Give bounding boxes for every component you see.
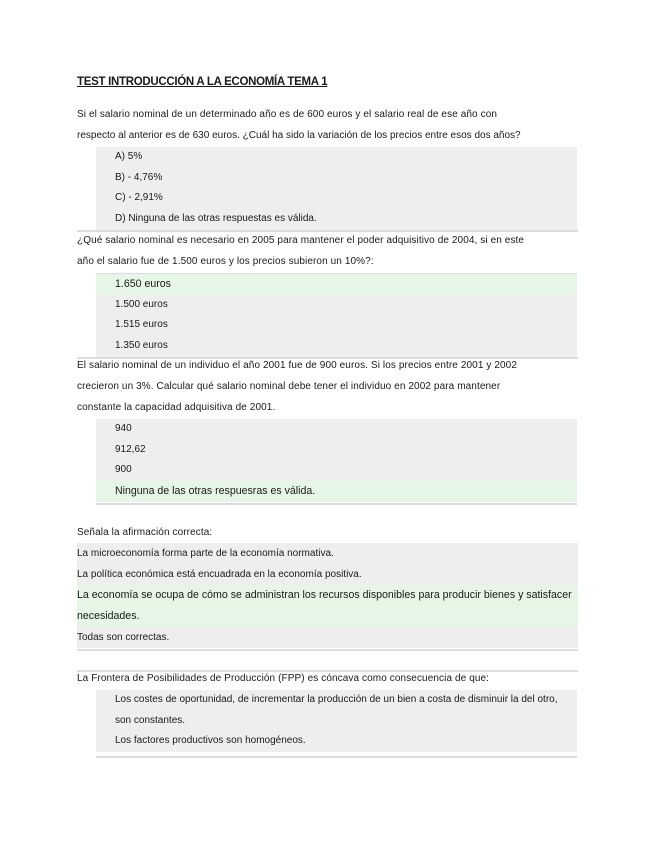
document-title: TEST INTRODUCCIÓN A LA ECONOMÍA TEMA 1 xyxy=(77,76,328,88)
question-3-option-d[interactable]: Ninguna de las otras respuesras es válida. xyxy=(96,481,577,502)
question-3-option-c[interactable]: 900 xyxy=(96,460,577,481)
divider xyxy=(77,649,578,651)
question-1-option-b[interactable]: B) - 4,76% xyxy=(96,168,577,189)
question-2-text xyxy=(77,230,580,272)
question-1-option-a[interactable]: A) 5% xyxy=(96,147,577,168)
question-3-line-2: crecieron un 3%. Calcular qué salario nominal debe tener el individuo en 2002 para mantener xyxy=(77,381,501,392)
question-3-line-1: El salario nominal de un individuo el año 2001 fue de 900 euros. Si los precios entre 2001 y 2002 xyxy=(77,360,517,371)
question-5-prompt: La Frontera de Posibilidades de Producción (FPP) es cóncava como consecuencia de que: xyxy=(77,673,490,684)
question-1-option-d[interactable]: D) Ninguna de las otras respuestas es válida. xyxy=(96,209,577,230)
question-1-line-1: Si el salario nominal de un determinado año es de 600 euros y el salario real de ese año con xyxy=(77,109,498,120)
question-1-text xyxy=(77,104,580,146)
question-5-options xyxy=(96,690,577,752)
divider xyxy=(96,756,577,758)
question-3-line-3: constante la capacidad adquisitiva de 2001. xyxy=(77,402,276,413)
question-2-option-d[interactable]: 1.350 euros xyxy=(96,336,577,357)
question-3-text xyxy=(77,355,580,418)
question-2-option-c[interactable]: 1.515 euros xyxy=(96,315,577,336)
question-5-option-b[interactable]: Los factores productivos son homogéneos. xyxy=(96,731,577,752)
divider xyxy=(96,503,577,505)
question-4-option-d[interactable]: Todas son correctas. xyxy=(77,627,578,648)
question-3-option-b[interactable]: 912,62 xyxy=(96,440,577,461)
question-1-options xyxy=(96,147,577,230)
question-4-options xyxy=(77,543,578,648)
question-2-option-a[interactable]: 1.650 euros xyxy=(96,274,577,295)
question-3-option-a[interactable]: 940 xyxy=(96,419,577,440)
question-4-option-a[interactable]: La microeconomía forma parte de la economía normativa. xyxy=(77,543,578,564)
question-4-prompt: Señala la afirmación correcta: xyxy=(77,527,213,538)
question-2-options xyxy=(96,274,577,357)
question-2-option-b[interactable]: 1.500 euros xyxy=(96,295,577,316)
question-3-options xyxy=(96,419,577,502)
question-2-line-2: año el salario fue de 1.500 euros y los precios subieron un 10%?: xyxy=(77,256,374,267)
question-4-option-c[interactable]: La economía se ocupa de cómo se administran los recursos disponibles para producir bienes y satisfacer necesidades. xyxy=(77,585,578,627)
question-4-option-b[interactable]: La política económica está encuadrada en la economía positiva. xyxy=(77,564,578,585)
question-1-line-2: respecto al anterior es de 630 euros. ¿Cuál ha sido la variación de los precios entre esos dos años? xyxy=(77,130,521,141)
question-1-option-c[interactable]: C) - 2,91% xyxy=(96,188,577,209)
question-5-option-a[interactable]: Los costes de oportunidad, de incrementar la producción de un bien a costa de disminuir la del otro, son constantes. xyxy=(96,690,577,731)
question-2-line-1: ¿Qué salario nominal es necesario en 2005 para mantener el poder adquisitivo de 2004, si en este xyxy=(77,235,525,246)
